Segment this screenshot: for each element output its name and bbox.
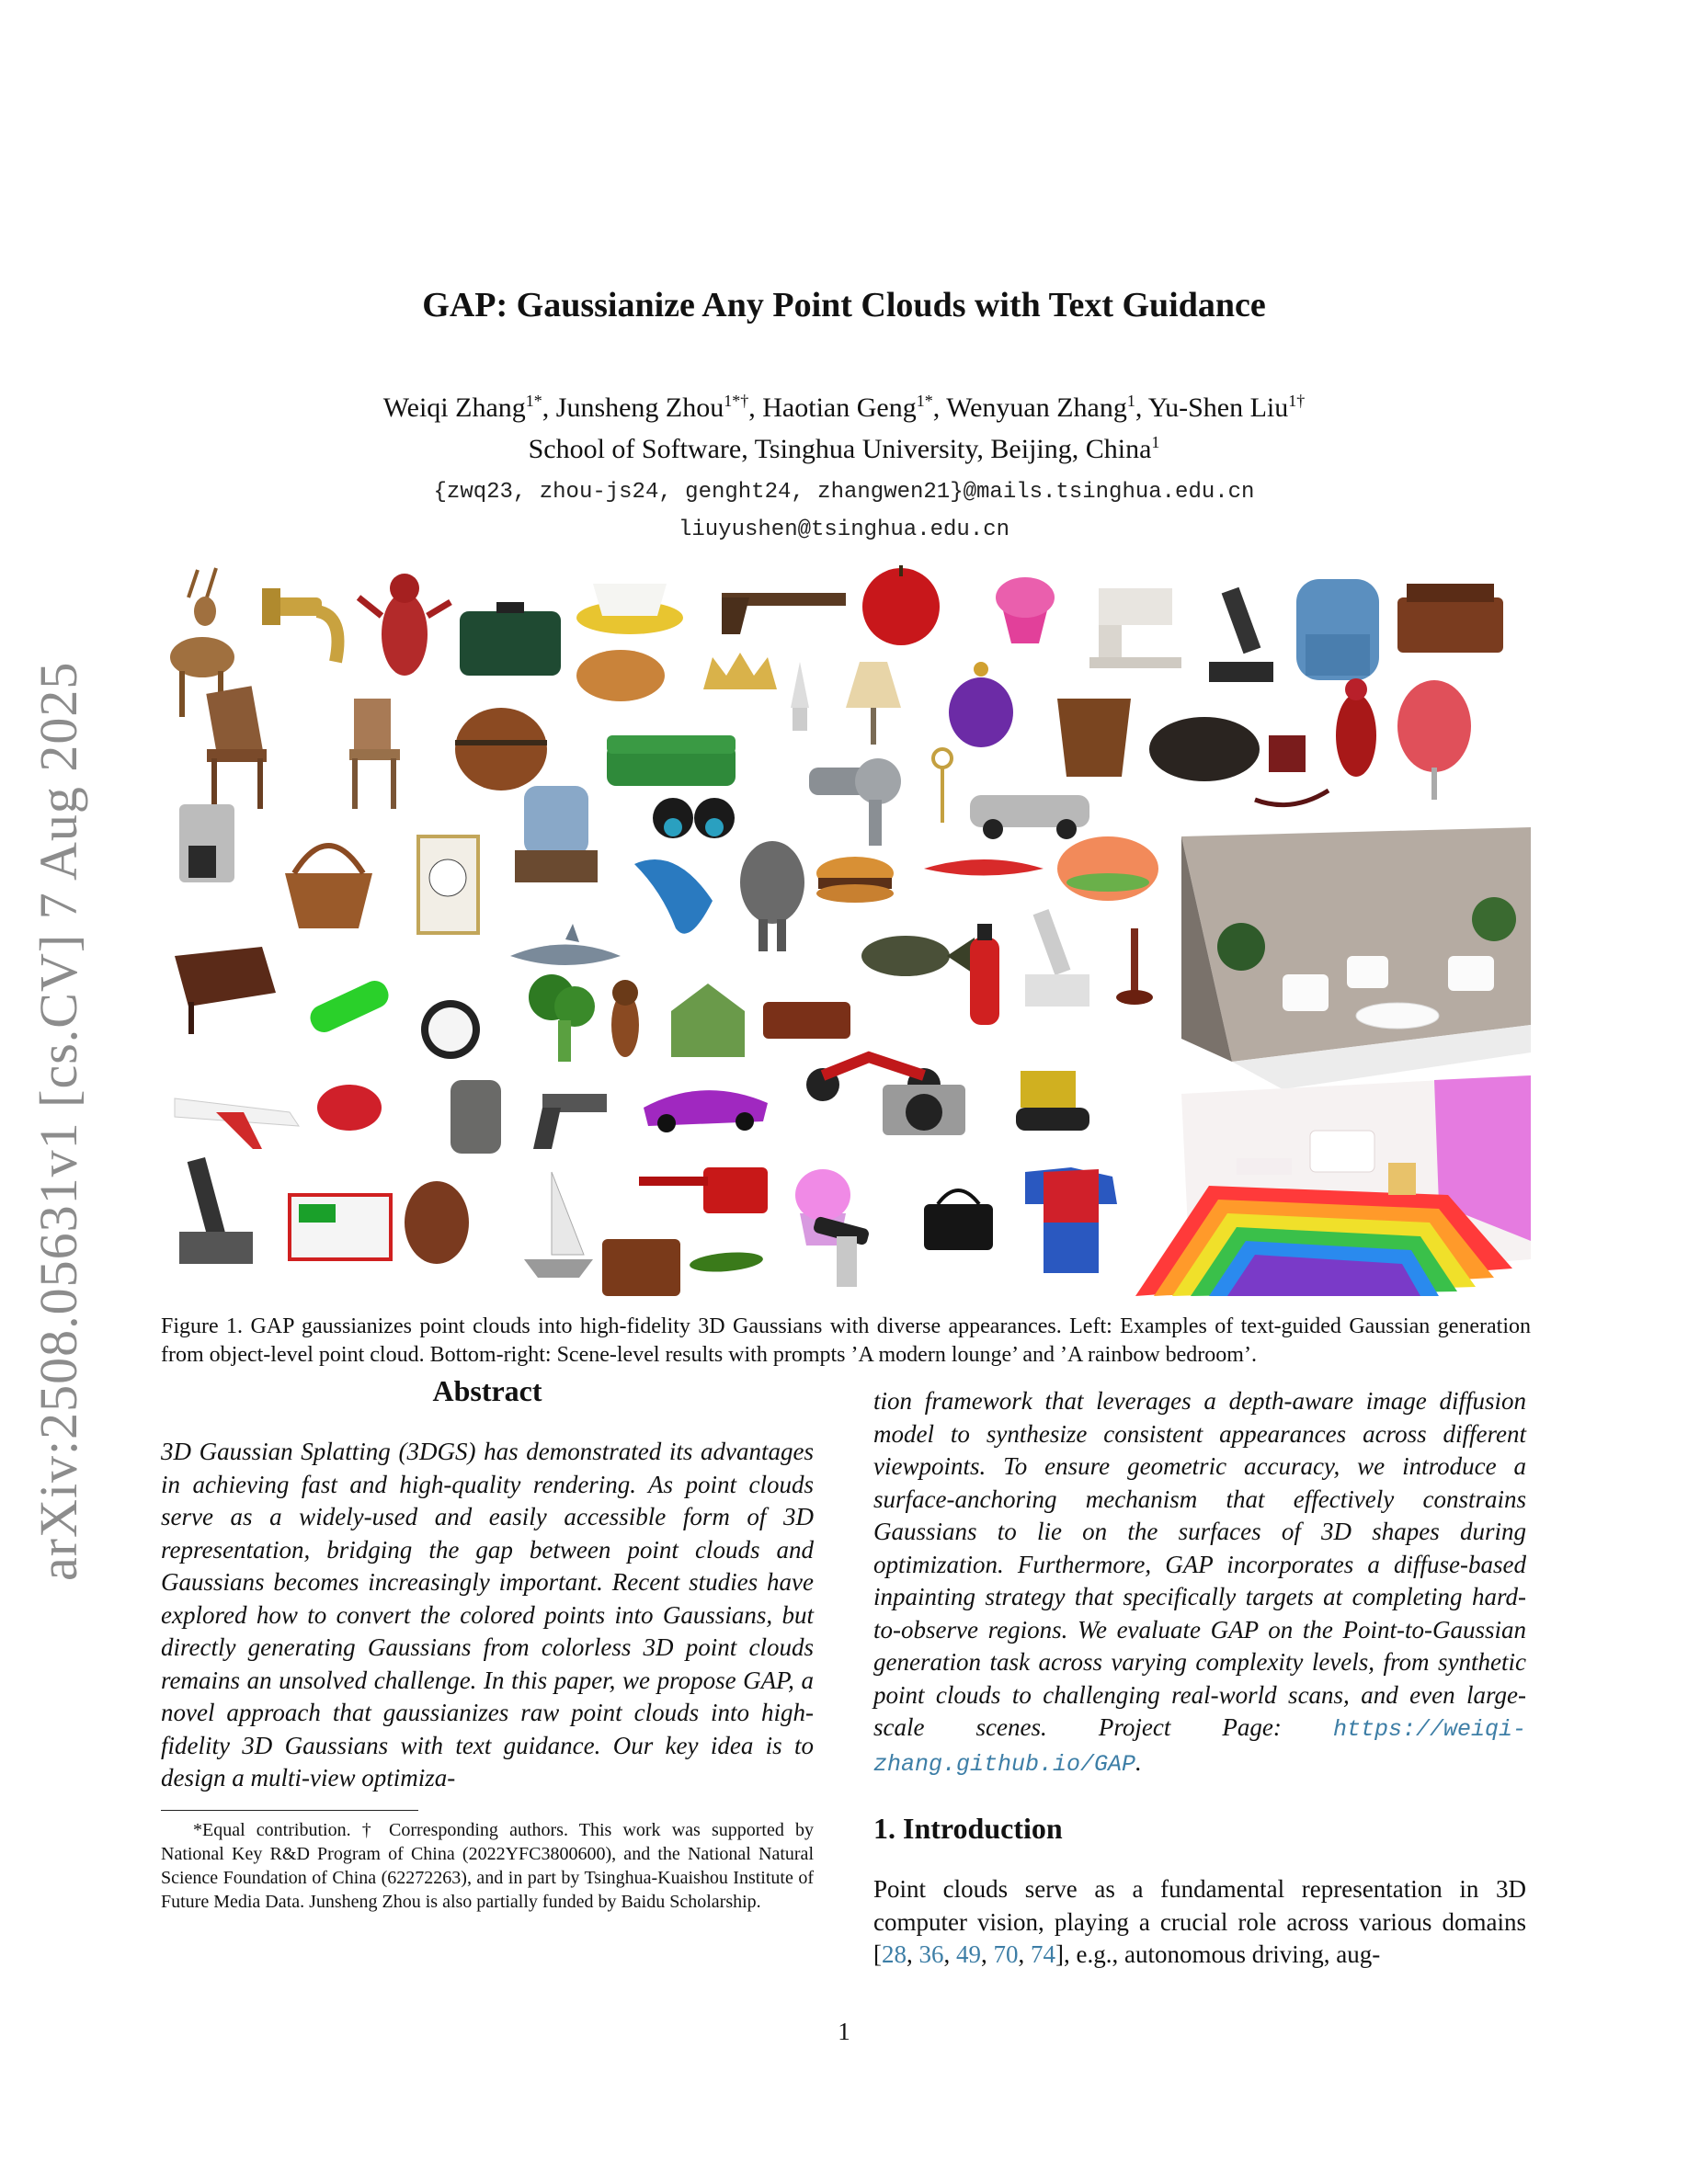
citation-link[interactable]: 70 <box>993 1940 1019 1968</box>
pistol-object <box>722 593 846 634</box>
dog-object <box>611 980 639 1057</box>
arxiv-identifier: arXiv:2508.05631v1 [cs.CV] 7 Aug 2025 <box>29 661 88 1581</box>
revolver-object <box>533 1094 607 1149</box>
armchair-object-blue <box>1296 579 1379 680</box>
lamp-object <box>846 662 901 745</box>
suitcase-object <box>460 602 561 676</box>
chair-object-1 <box>206 686 267 809</box>
abstract-heading: Abstract <box>432 1374 542 1407</box>
affiliation: School of Software, Tsinghua University, Beijing, China$^1$ <box>528 433 1160 464</box>
ladybug-robot-object <box>317 1085 382 1131</box>
microscope-object-3 <box>179 1157 253 1264</box>
briefcase-object-1 <box>763 1002 850 1039</box>
dolphin-object <box>634 859 713 934</box>
microscope-object-1 <box>1209 587 1273 682</box>
citation-link[interactable]: 49 <box>956 1940 981 1968</box>
robot-rover-object <box>1016 1071 1089 1131</box>
citation-link[interactable]: 28 <box>882 1940 907 1968</box>
fish-object <box>861 936 975 976</box>
salmon-sandwich-object <box>1057 836 1158 901</box>
basket-object <box>285 846 372 928</box>
author-4: Wenyuan Zhang$^1$ <box>946 392 1135 423</box>
sewing-machine-object <box>1089 588 1181 668</box>
introduction-text: Point clouds serve as a fundamental representation in 3D computer vision, playing a crucial role across various domains [28, 36, 49, 70, 74], e.g., autonomous driving, aug- <box>873 1875 1526 1968</box>
sailboat-object <box>524 1172 593 1278</box>
faucet-object <box>262 588 338 662</box>
typewriter-object <box>1397 584 1503 653</box>
handbag-object <box>924 1190 993 1250</box>
footnote: *Equal contribution. † Corresponding authors. This work was supported by National Key R&D Program of China (2022YFC3800600), and the National Natural Science Foundation of China (62272263), and in part by Tsinghua-Kuaishou Institute of Future Media Data. Junsheng Zhou is also partially funded by Baidu Scholarship. <box>161 1819 814 1912</box>
hair-dryer-object <box>809 758 901 846</box>
baseball-glove-object <box>405 1181 469 1264</box>
rocket-object <box>791 662 809 731</box>
project-page-link[interactable]: https://weiqi-zhang.github.io/GAP <box>873 1716 1526 1778</box>
sports-car-object <box>644 1090 768 1132</box>
coffee-machine-object <box>179 804 234 882</box>
citation-link[interactable]: 36 <box>918 1940 944 1968</box>
ambulance-object <box>290 1195 391 1259</box>
key-object <box>933 749 952 823</box>
crown-object <box>703 653 777 689</box>
bucket-object <box>1057 699 1131 777</box>
figure-collage <box>161 561 1531 1301</box>
sofa-object <box>607 735 736 786</box>
teapot-object <box>949 662 1013 747</box>
cucumber-object <box>689 1250 763 1275</box>
rocking-chair-object <box>1255 735 1329 805</box>
briefcase-object-2 <box>602 1239 680 1296</box>
backpack-object <box>451 1080 501 1154</box>
modern-lounge-scene <box>1181 827 1531 1089</box>
suv-object <box>970 795 1089 839</box>
author-5: Yu-Shen Liu$^{1\dagger}$ <box>1147 392 1306 423</box>
introduction-heading: 1. Introduction <box>873 1812 1063 1845</box>
abstract-text-part1: 3D Gaussian Splatting (3DGS) has demonstrated its advantages in achieving fast and high-quality rendering. As point clouds serve as a widely-used and easily accessible form of 3D representation, bridging the gap between point clouds and Gaussians becomes increasingly important. Recent studies have explored how to convert the colored points into Gaussians, but directly generating Gaussians from colorless 3D point clouds remains an unsolved challenge. In this paper, we propose GAP, a novel approach that gaussianizes raw point clouds into high-fidelity 3D Gaussians with text guidance. Our key idea is to design a multi-view optimiza- <box>161 1438 814 1792</box>
abstract-text-part2: tion framework that leverages a depth-aware image diffusion model to synthesize consistent appearances across different viewpoints. To ensure geometric accuracy, we introduce a surface-anchoring mechanism that effectively constrains Gaussians to lie on the surfaces of 3D shapes during optimization. Furthermore, GAP incorporates a diffuse-based inpainting strategy that specifically targets at completing hard-to-observe regions. We evaluate GAP on the Point-to-Gaussian generation task across varying complexity levels, from synthetic point clouds to challenging real-world scans, and even large-scale scenes. Project Page: https://weiqi-zhang.github.io/GAP. <box>873 1387 1526 1778</box>
bread-object <box>576 650 665 701</box>
teacup-object <box>576 584 683 634</box>
figure-caption: Figure 1. GAP gaussianizes point clouds into high-fidelity 3D Gaussians with diverse appearances. Left: Examples of text-guided Gaussian generation from object-level point cloud. Bottom-right: Scene-level results with prompts ’A modern lounge’ and ’A rainbow bedroom’. <box>161 1314 1531 1367</box>
author-1: Weiqi Zhang$^{1*}$ <box>382 392 542 423</box>
elephant-object <box>740 841 804 951</box>
piano-object <box>175 947 276 1034</box>
right-column <box>873 1385 1526 1972</box>
bottle-object <box>306 976 393 1036</box>
hippo-object <box>1149 717 1260 781</box>
email-line-2: liuyushen@tsinghua.edu.cn <box>678 518 1010 542</box>
cupcake-object <box>996 577 1055 643</box>
shark-object <box>510 924 621 965</box>
tank-object <box>671 984 745 1057</box>
rainbow-bedroom-scene <box>1135 1075 1531 1296</box>
blowtorch-object <box>813 1216 871 1287</box>
camera-object <box>883 1085 965 1135</box>
email-line-1: {zwq23, zhou-js24, genght24, zhangwen21}@mails.tsinghua.edu.cn <box>433 480 1255 505</box>
footnote-divider <box>161 1810 418 1811</box>
demon-figure-object <box>359 574 451 676</box>
microscope-object-2 <box>1025 909 1089 1007</box>
armchair-object-2 <box>515 786 598 882</box>
citation-link[interactable]: 74 <box>1031 1940 1055 1968</box>
author-2: Junsheng Zhou$^{1*\dagger}$ <box>555 392 749 423</box>
broccoli-object <box>529 974 595 1062</box>
left-column <box>161 1374 814 1914</box>
apple-object <box>862 565 940 645</box>
candlestick-object <box>1116 928 1153 1005</box>
iron-man-object <box>1336 678 1376 777</box>
saucepan-object <box>639 1167 768 1213</box>
chair-object-2 <box>349 699 400 809</box>
alarm-clock-object <box>421 1000 480 1059</box>
barrel-object <box>455 708 547 791</box>
kayak-object <box>924 859 1044 876</box>
author-list: Weiqi Zhang$^{1*}$, Junsheng Zhou$^{1*\dagger}$, Haotian Geng$^{1*}$, Wenyuan Zhang$^1$, Yu-Shen Liu$^{1\dagger}$ <box>382 392 1306 423</box>
egg-chair-object <box>1397 680 1471 800</box>
author-3: Haotian Geng$^{1*}$ <box>762 392 933 423</box>
burger-object <box>816 857 894 903</box>
binoculars-object <box>653 798 735 838</box>
teaser-figure <box>161 561 1531 1301</box>
clock-object <box>418 836 478 933</box>
tshirt-object <box>1025 1167 1117 1273</box>
page-number: 1 <box>838 2018 850 2045</box>
paper-title: GAP: Gaussianize Any Point Clouds with Text Guidance <box>422 286 1266 324</box>
airplane-object <box>175 1098 299 1149</box>
